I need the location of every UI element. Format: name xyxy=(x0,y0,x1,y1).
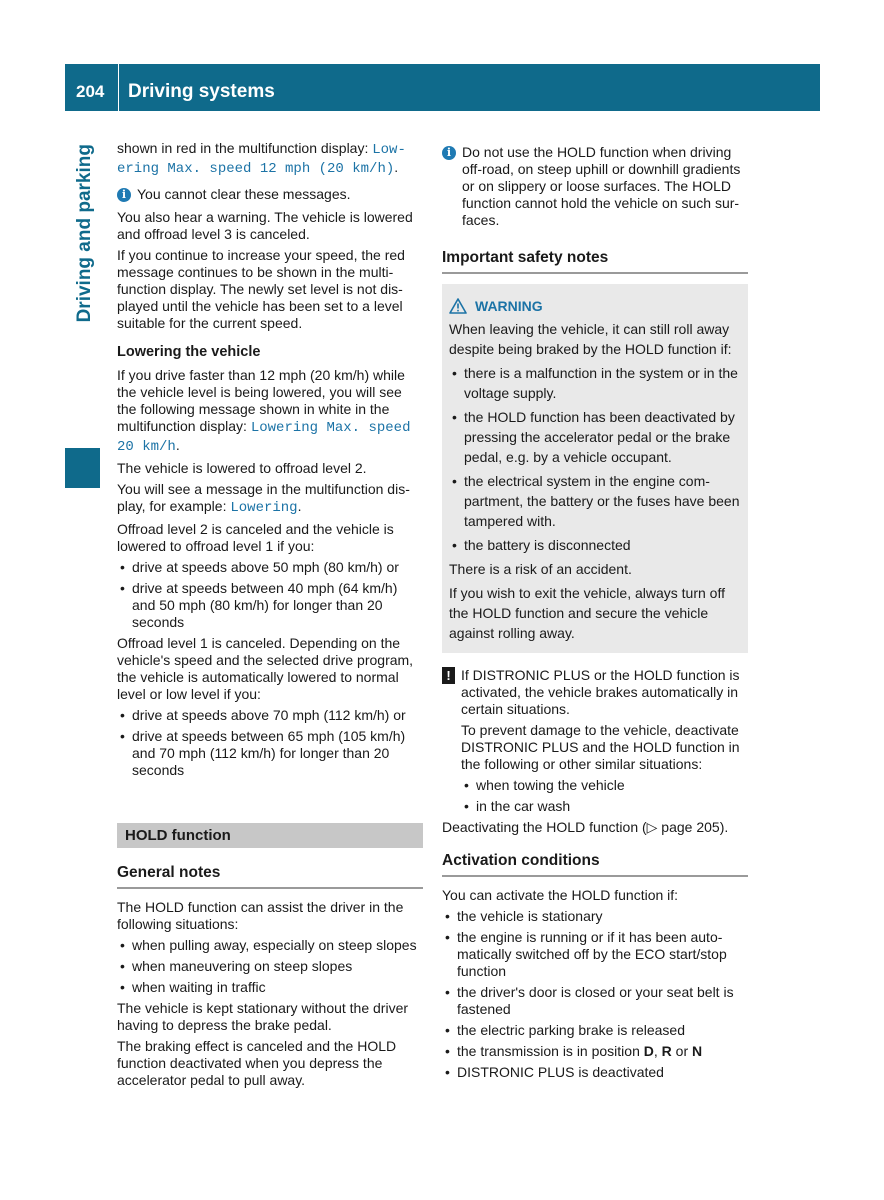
paragraph: When leaving the vehicle, it can still roll away despite being braked by the HOLD function if: xyxy=(449,321,732,357)
heading-activation-conditions: Activation conditions xyxy=(442,852,748,877)
text: the transmission is in position xyxy=(457,1043,644,1059)
gear-d: D xyxy=(643,1043,654,1059)
display-message: Lowering xyxy=(230,500,298,516)
paragraph: Offroad level 2 is canceled and the vehicle is lowered to offroad level 1 if you: xyxy=(117,521,394,554)
info-text: You cannot clear these messages. xyxy=(137,186,351,202)
paragraph: There is a risk of an accident. xyxy=(449,561,632,577)
text: . xyxy=(175,437,180,453)
paragraph: You also hear a warning. The vehicle is lowered and offroad level 3 is canceled. xyxy=(117,209,413,242)
text: shown in red in the multifunction display: xyxy=(117,140,373,156)
text: If you drive faster than 12 mph (20 km/h) while the vehicle level is being lowered, you will see the following message shown in white in the multifunction display: xyxy=(117,367,405,434)
list-item: • drive at speeds between 65 mph (105 km/h) and 70 mph (112 km/h) for longer than 20 seconds xyxy=(117,728,423,779)
list-item: • when pulling away, especially on steep slopes xyxy=(117,937,423,954)
list-item: • drive at speeds above 70 mph (112 km/h) or xyxy=(117,707,423,724)
info-note xyxy=(442,144,748,229)
paragraph: The HOLD function can assist the driver in the following situations: xyxy=(117,899,404,932)
gear-n: N xyxy=(692,1043,703,1059)
bullet-list xyxy=(442,908,748,1081)
paragraph: You can activate the HOLD function if: xyxy=(442,887,679,903)
warning-header xyxy=(449,296,741,316)
paragraph: Offroad level 1 is canceled. Depending on the vehicle's speed and the selected drive program, the vehicle is automatically lowered to normal level or low level if you: xyxy=(117,635,414,702)
list-item: • there is a malfunction in the system or in the voltage supply. xyxy=(449,363,741,403)
bullet-list xyxy=(449,363,741,555)
side-tab-marker xyxy=(65,448,100,488)
bullet-list xyxy=(117,707,423,779)
display-message: Low‐ering Max. speed 12 mph (20 km/h) xyxy=(117,142,406,177)
notice-note xyxy=(442,667,748,819)
paragraph: The vehicle is kept stationary without the driver having to depress the brake pedal. xyxy=(117,1000,409,1033)
list-item: • the electric parking brake is released xyxy=(442,1022,748,1039)
paragraph: To prevent damage to the vehicle, deactivate DISTRONIC PLUS and the HOLD function in the following or other similar situations: xyxy=(461,722,740,772)
info-note xyxy=(117,186,423,203)
page-number: 204 xyxy=(76,82,105,101)
list-item xyxy=(442,1043,748,1060)
list-item: • the battery is disconnected xyxy=(449,535,741,555)
bullet-list xyxy=(117,559,423,631)
list-item: • drive at speeds above 50 mph (80 km/h) or xyxy=(117,559,423,576)
list-item: • the vehicle is stationary xyxy=(442,908,748,925)
bullet-list xyxy=(117,937,423,996)
list-item: • the driver's door is closed or your seat belt is fastened xyxy=(442,984,748,1018)
text: . xyxy=(297,498,302,514)
warning-box xyxy=(442,284,748,653)
subheading-lowering: Lowering the vehicle xyxy=(117,344,261,360)
paragraph: If DISTRONIC PLUS or the HOLD function is activated, the vehicle brakes automatically in certain situations. xyxy=(461,667,740,717)
paragraph xyxy=(117,140,423,178)
right-column xyxy=(442,140,748,1085)
gear-r: R xyxy=(661,1043,672,1059)
chapter-title: Driving systems xyxy=(128,81,275,102)
display-message: Lowering Max. speed 20 km/h xyxy=(117,420,411,455)
exclamation-icon: ! xyxy=(442,667,455,684)
side-tab xyxy=(65,126,100,488)
heading-general-notes: General notes xyxy=(117,864,423,889)
list-item: • in the car wash xyxy=(461,798,748,815)
text: You will see a message in the multifunction dis-play, for example: xyxy=(117,481,410,514)
warning-triangle-icon xyxy=(449,298,467,314)
bullet-list xyxy=(461,777,748,815)
list-item: • DISTRONIC PLUS is deactivated xyxy=(442,1064,748,1081)
paragraph xyxy=(117,481,423,517)
paragraph xyxy=(117,367,423,456)
left-column xyxy=(117,140,423,1093)
paragraph: If you continue to increase your speed, the red message continues to be shown in the multi-function display. The newly set level is not dis-played until the vehicle has been set to a level suitable for the current speed. xyxy=(117,247,405,331)
info-icon: i xyxy=(442,146,456,160)
info-text: Do not use the HOLD function when driving off-road, on steep uphill or downhill gradients or on slippery or loose surfaces. The HOLD function cannot hold the vehicle on such sur-faces. xyxy=(462,144,741,228)
notice-body xyxy=(461,667,748,819)
text: or xyxy=(671,1043,693,1059)
list-item: • when waiting in traffic xyxy=(117,979,423,996)
list-item: • when towing the vehicle xyxy=(461,777,748,794)
cross-reference: Deactivating the HOLD function (▷ page 205). xyxy=(442,819,729,835)
text: , xyxy=(653,1043,662,1059)
side-tab-label: Driving and parking xyxy=(74,144,95,323)
list-item: • the engine is running or if it has been auto-matically switched off by the ECO start/stop function xyxy=(442,929,748,980)
paragraph: The braking effect is canceled and the HOLD function deactivated when you depress the accelerator pedal to pull away. xyxy=(117,1038,397,1088)
header-divider xyxy=(118,64,119,111)
list-item: • drive at speeds between 40 mph (64 km/h) and 50 mph (80 km/h) for longer than 20 seconds xyxy=(117,580,423,631)
paragraph: If you wish to exit the vehicle, always turn off the HOLD function and secure the vehicle against rolling away. xyxy=(449,585,725,641)
list-item: • when maneuvering on steep slopes xyxy=(117,958,423,975)
list-item: • the electrical system in the engine com-partment, the battery or the fuses have been tampered with. xyxy=(449,471,741,531)
text: . xyxy=(394,159,399,175)
heading-safety-notes: Important safety notes xyxy=(442,249,748,274)
list-item: • the HOLD function has been deactivated by pressing the accelerator pedal or the brake pedal, e.g. by a vehicle occupant. xyxy=(449,407,741,467)
section-heading-hold: HOLD function xyxy=(117,823,423,848)
warning-label: WARNING xyxy=(475,298,543,314)
paragraph: The vehicle is lowered to offroad level 2. xyxy=(117,460,367,476)
info-icon: i xyxy=(117,188,131,202)
